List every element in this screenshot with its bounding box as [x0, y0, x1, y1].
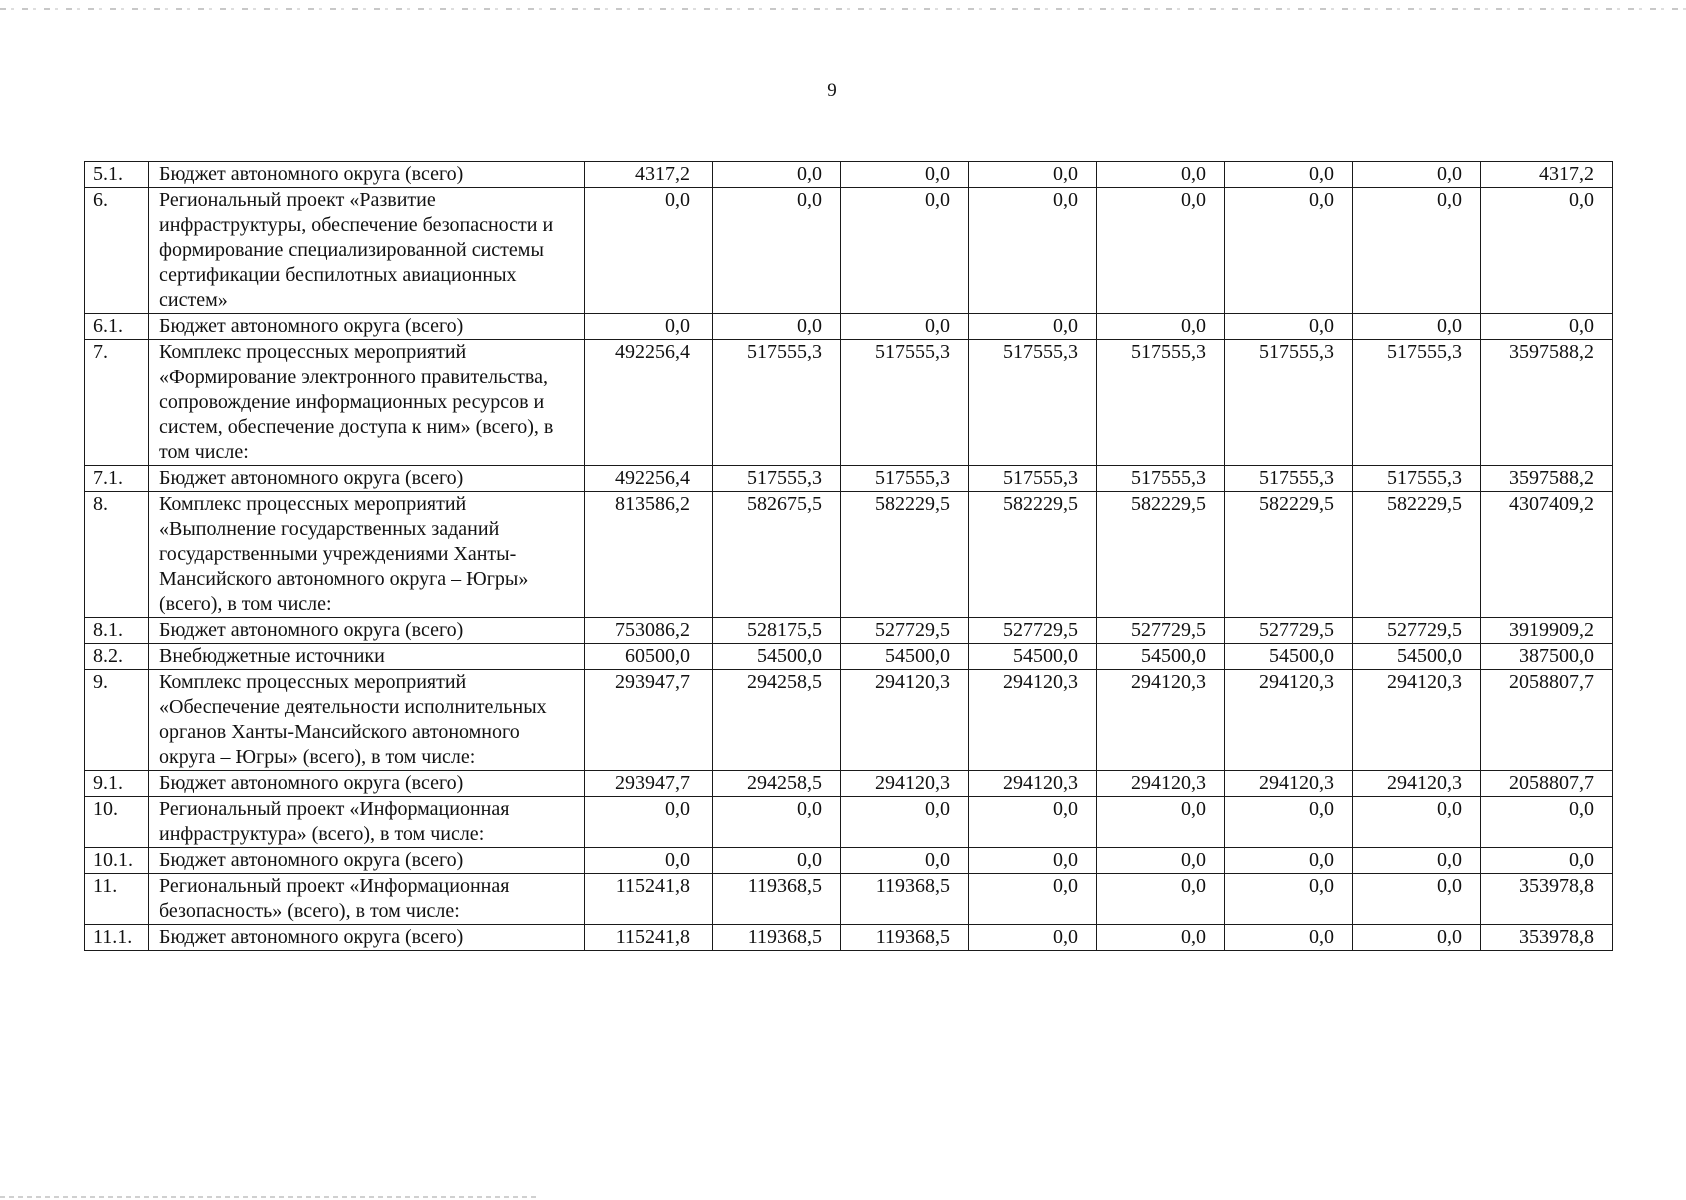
row-total-cell: 2058807,7 [1481, 771, 1613, 797]
row-value-cell: 0,0 [969, 162, 1097, 188]
row-value-cell: 0,0 [1097, 162, 1225, 188]
row-value-cell: 0,0 [1353, 314, 1481, 340]
table-row [85, 771, 1613, 797]
row-value-cell: 54500,0 [841, 644, 969, 670]
row-value-cell: 517555,3 [1353, 466, 1481, 492]
row-total-cell: 0,0 [1481, 797, 1613, 848]
row-total-cell: 0,0 [1481, 848, 1613, 874]
row-value-cell: 293947,7 [585, 771, 713, 797]
row-value-cell: 0,0 [713, 797, 841, 848]
row-value-cell: 0,0 [1353, 162, 1481, 188]
row-value-cell: 0,0 [1225, 162, 1353, 188]
row-value-cell: 0,0 [713, 848, 841, 874]
table-row [85, 188, 1613, 314]
row-number-cell: 7.1. [85, 466, 149, 492]
row-total-cell: 3597588,2 [1481, 340, 1613, 466]
row-value-cell: 54500,0 [1097, 644, 1225, 670]
row-value-cell: 0,0 [1225, 925, 1353, 951]
row-value-cell: 517555,3 [969, 340, 1097, 466]
row-value-cell: 753086,2 [585, 618, 713, 644]
row-name-cell: Бюджет автономного округа (всего) [149, 771, 585, 797]
row-value-cell: 527729,5 [1353, 618, 1481, 644]
row-number-cell: 10. [85, 797, 149, 848]
row-name-cell: Бюджет автономного округа (всего) [149, 162, 585, 188]
row-value-cell: 0,0 [969, 925, 1097, 951]
table-row [85, 492, 1613, 618]
row-value-cell: 115241,8 [585, 874, 713, 925]
row-value-cell: 4317,2 [585, 162, 713, 188]
row-name-cell: Внебюджетные источники [149, 644, 585, 670]
row-value-cell: 517555,3 [1225, 340, 1353, 466]
row-name-cell: Региональный проект «Информационная инфраструктура» (всего), в том числе: [149, 797, 585, 848]
row-name-cell: Региональный проект «Развитие инфраструктуры, обеспечение безопасности и формирование специализированной системы сертификации беспилотных авиационных систем» [149, 188, 585, 314]
row-value-cell: 119368,5 [713, 874, 841, 925]
row-value-cell: 517555,3 [841, 466, 969, 492]
row-value-cell: 0,0 [1353, 874, 1481, 925]
row-value-cell: 0,0 [969, 797, 1097, 848]
row-number-cell: 6. [85, 188, 149, 314]
row-value-cell: 0,0 [1097, 188, 1225, 314]
row-value-cell: 119368,5 [713, 925, 841, 951]
table-row [85, 670, 1613, 771]
row-value-cell: 294120,3 [1353, 771, 1481, 797]
row-value-cell: 294120,3 [841, 670, 969, 771]
row-value-cell: 582229,5 [1225, 492, 1353, 618]
row-value-cell: 0,0 [841, 314, 969, 340]
row-value-cell: 492256,4 [585, 340, 713, 466]
row-value-cell: 54500,0 [969, 644, 1097, 670]
row-value-cell: 0,0 [1353, 848, 1481, 874]
row-value-cell: 0,0 [1225, 848, 1353, 874]
scan-edge-top [0, 8, 1686, 10]
row-value-cell: 492256,4 [585, 466, 713, 492]
row-number-cell: 5.1. [85, 162, 149, 188]
table-row [85, 466, 1613, 492]
row-value-cell: 0,0 [841, 188, 969, 314]
budget-table-body [85, 162, 1613, 951]
table-row [85, 314, 1613, 340]
row-total-cell: 0,0 [1481, 188, 1613, 314]
row-total-cell: 0,0 [1481, 314, 1613, 340]
row-name-cell: Бюджет автономного округа (всего) [149, 314, 585, 340]
table-row [85, 797, 1613, 848]
row-value-cell: 0,0 [585, 188, 713, 314]
scan-edge-bottom [0, 1196, 540, 1198]
row-name-cell: Комплекс процессных мероприятий «Обеспечение деятельности исполнительных органов Ханты-Мансийского автономного округа – Югры» (всего), в том числе: [149, 670, 585, 771]
row-value-cell: 0,0 [585, 314, 713, 340]
row-value-cell: 60500,0 [585, 644, 713, 670]
row-value-cell: 517555,3 [1353, 340, 1481, 466]
row-value-cell: 54500,0 [1225, 644, 1353, 670]
row-number-cell: 8. [85, 492, 149, 618]
row-value-cell: 517555,3 [713, 340, 841, 466]
row-value-cell: 527729,5 [1097, 618, 1225, 644]
row-number-cell: 6.1. [85, 314, 149, 340]
row-number-cell: 8.1. [85, 618, 149, 644]
row-total-cell: 3597588,2 [1481, 466, 1613, 492]
row-value-cell: 294258,5 [713, 771, 841, 797]
row-value-cell: 527729,5 [1225, 618, 1353, 644]
row-value-cell: 0,0 [1097, 848, 1225, 874]
row-total-cell: 353978,8 [1481, 874, 1613, 925]
table-row [85, 848, 1613, 874]
row-value-cell: 294120,3 [969, 670, 1097, 771]
table-row [85, 925, 1613, 951]
row-value-cell: 294120,3 [841, 771, 969, 797]
row-value-cell: 0,0 [969, 874, 1097, 925]
row-value-cell: 0,0 [1097, 797, 1225, 848]
row-value-cell: 527729,5 [841, 618, 969, 644]
row-value-cell: 582229,5 [1097, 492, 1225, 618]
row-total-cell: 4317,2 [1481, 162, 1613, 188]
table-row [85, 162, 1613, 188]
row-value-cell: 582229,5 [1353, 492, 1481, 618]
row-value-cell: 0,0 [841, 162, 969, 188]
row-number-cell: 7. [85, 340, 149, 466]
row-value-cell: 0,0 [713, 162, 841, 188]
table-row [85, 874, 1613, 925]
row-value-cell: 0,0 [1225, 188, 1353, 314]
row-value-cell: 293947,7 [585, 670, 713, 771]
row-value-cell: 0,0 [1353, 925, 1481, 951]
row-number-cell: 9. [85, 670, 149, 771]
row-value-cell: 0,0 [585, 797, 713, 848]
row-number-cell: 11.1. [85, 925, 149, 951]
row-value-cell: 517555,3 [1097, 340, 1225, 466]
row-value-cell: 119368,5 [841, 925, 969, 951]
row-value-cell: 517555,3 [1097, 466, 1225, 492]
row-number-cell: 9.1. [85, 771, 149, 797]
row-value-cell: 0,0 [585, 848, 713, 874]
row-value-cell: 294120,3 [1225, 771, 1353, 797]
row-value-cell: 0,0 [1097, 925, 1225, 951]
row-value-cell: 517555,3 [969, 466, 1097, 492]
row-name-cell: Комплекс процессных мероприятий «Формирование электронного правительства, сопровождение информационных ресурсов и систем, обеспечение доступа к ним» (всего), в том числе: [149, 340, 585, 466]
row-value-cell: 294120,3 [969, 771, 1097, 797]
row-total-cell: 3919909,2 [1481, 618, 1613, 644]
row-value-cell: 528175,5 [713, 618, 841, 644]
row-number-cell: 8.2. [85, 644, 149, 670]
row-total-cell: 2058807,7 [1481, 670, 1613, 771]
row-value-cell: 0,0 [1225, 314, 1353, 340]
row-value-cell: 0,0 [1353, 797, 1481, 848]
row-number-cell: 10.1. [85, 848, 149, 874]
row-value-cell: 582675,5 [713, 492, 841, 618]
row-value-cell: 0,0 [713, 314, 841, 340]
row-value-cell: 582229,5 [841, 492, 969, 618]
row-value-cell: 517555,3 [1225, 466, 1353, 492]
row-value-cell: 119368,5 [841, 874, 969, 925]
table-row [85, 340, 1613, 466]
row-value-cell: 294120,3 [1097, 771, 1225, 797]
row-total-cell: 353978,8 [1481, 925, 1613, 951]
row-value-cell: 294120,3 [1097, 670, 1225, 771]
row-total-cell: 4307409,2 [1481, 492, 1613, 618]
row-value-cell: 0,0 [969, 314, 1097, 340]
row-value-cell: 813586,2 [585, 492, 713, 618]
row-value-cell: 54500,0 [713, 644, 841, 670]
row-value-cell: 0,0 [1097, 314, 1225, 340]
row-name-cell: Бюджет автономного округа (всего) [149, 466, 585, 492]
row-name-cell: Комплекс процессных мероприятий «Выполнение государственных заданий государственными учреждениями Ханты-Мансийского автономного округа – Югры» (всего), в том числе: [149, 492, 585, 618]
row-value-cell: 0,0 [713, 188, 841, 314]
row-name-cell: Бюджет автономного округа (всего) [149, 925, 585, 951]
row-name-cell: Региональный проект «Информационная безопасность» (всего), в том числе: [149, 874, 585, 925]
row-value-cell: 527729,5 [969, 618, 1097, 644]
row-value-cell: 0,0 [969, 188, 1097, 314]
row-value-cell: 0,0 [969, 848, 1097, 874]
row-value-cell: 582229,5 [969, 492, 1097, 618]
row-value-cell: 0,0 [841, 848, 969, 874]
row-number-cell: 11. [85, 874, 149, 925]
row-total-cell: 387500,0 [1481, 644, 1613, 670]
row-value-cell: 0,0 [841, 797, 969, 848]
row-value-cell: 0,0 [1353, 188, 1481, 314]
row-value-cell: 517555,3 [841, 340, 969, 466]
table-row [85, 644, 1613, 670]
table-row [85, 618, 1613, 644]
row-value-cell: 294258,5 [713, 670, 841, 771]
row-value-cell: 0,0 [1097, 874, 1225, 925]
budget-table [84, 161, 1613, 951]
row-value-cell: 294120,3 [1353, 670, 1481, 771]
row-value-cell: 517555,3 [713, 466, 841, 492]
page-number: 9 [827, 80, 837, 101]
row-value-cell: 294120,3 [1225, 670, 1353, 771]
row-name-cell: Бюджет автономного округа (всего) [149, 848, 585, 874]
row-value-cell: 0,0 [1225, 797, 1353, 848]
row-name-cell: Бюджет автономного округа (всего) [149, 618, 585, 644]
row-value-cell: 0,0 [1225, 874, 1353, 925]
row-value-cell: 54500,0 [1353, 644, 1481, 670]
row-value-cell: 115241,8 [585, 925, 713, 951]
